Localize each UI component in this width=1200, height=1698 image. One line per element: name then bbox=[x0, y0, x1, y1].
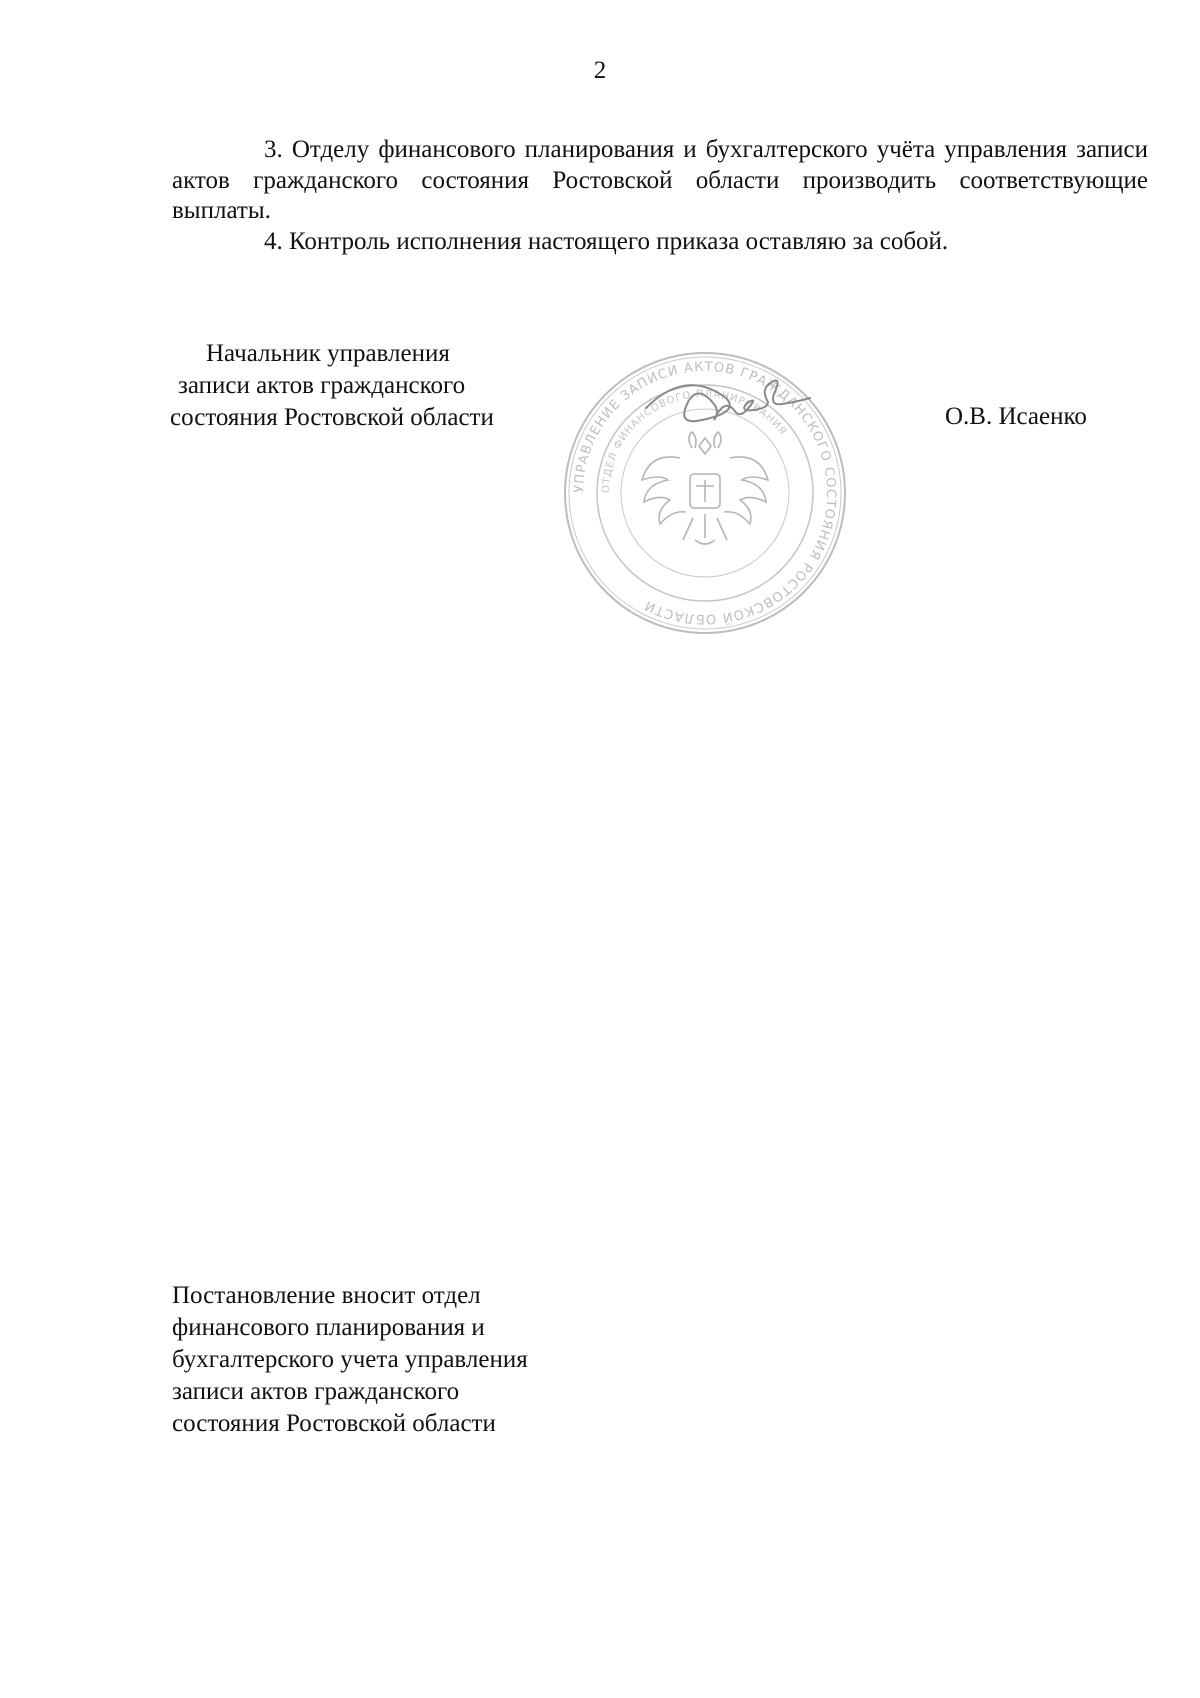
seal-outer-text: УПРАВЛЕНИЕ ЗАПИСИ АКТОВ ГРАЖДАНСКОГО СОСТОЯНИЯ РОСТОВСКОЙ ОБЛАСТИ bbox=[571, 359, 839, 627]
seal-inner-text: ОТДЕЛ ФИНАНСОВОГО ПЛАНИРОВАНИЯ bbox=[600, 388, 789, 494]
submitter-line: финансового планирования и bbox=[172, 1314, 485, 1341]
submitter-line: состояния Ростовской области bbox=[172, 1410, 496, 1437]
paragraph-4: 4. Контроль исполнения настоящего приказа оставляю за собой. bbox=[264, 227, 949, 255]
official-seal bbox=[560, 348, 850, 638]
signer-title bbox=[170, 338, 570, 434]
signer-name: О.В. Исаенко bbox=[945, 403, 1087, 430]
signer-title-line: Начальник управления bbox=[206, 340, 450, 367]
submitter-line: Постановление вносит отдел bbox=[172, 1282, 481, 1309]
body-text bbox=[172, 135, 1148, 257]
submitter-note bbox=[172, 1280, 592, 1440]
page-number: 2 bbox=[593, 57, 607, 84]
signer-title-line: состояния Ростовской области bbox=[170, 404, 494, 431]
submitter-line: бухгалтерского учета управления bbox=[172, 1346, 528, 1373]
submitter-line: записи актов гражданского bbox=[172, 1378, 460, 1405]
signer-title-line: записи актов гражданского bbox=[178, 372, 466, 399]
coat-of-arms-icon bbox=[642, 432, 768, 544]
paragraph-3: 3. Отделу финансового планирования и бухгалтерского учёта управления записи актов гражданского состояния Ростовской области производить соответствующие выплаты. bbox=[172, 136, 1148, 224]
